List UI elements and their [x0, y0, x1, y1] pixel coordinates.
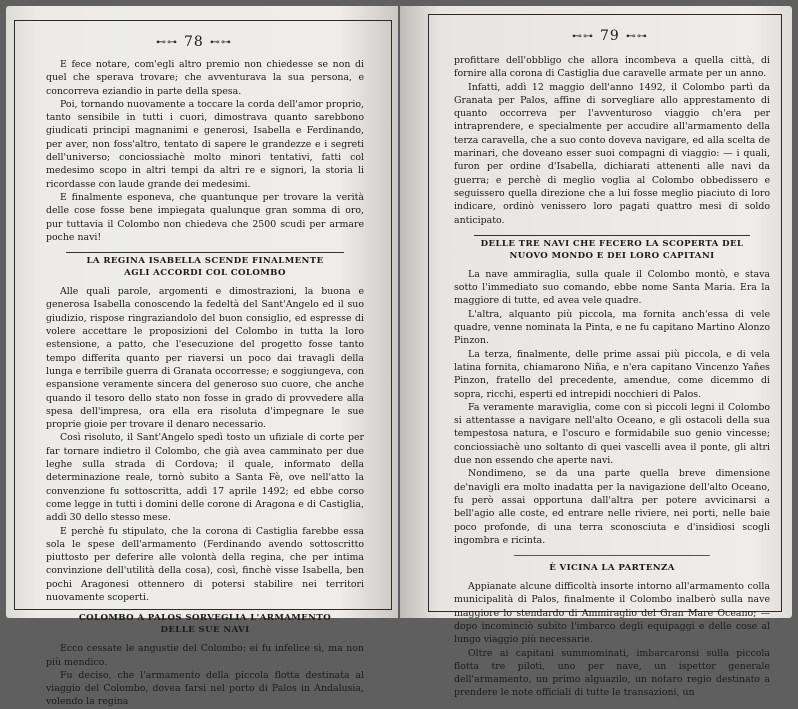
ornament-right: ⊷⊶ [625, 30, 648, 42]
paragraph: Così risoluto, il Sant'Angelo spedì tosto un ufiziale di corte per far tornare indietro il Colombo, che già avea camminato per due leghe sulla strada di Cordova; il quale, informato della determinazione reale, tornò subito a Santa Fè, ove nell'atto la convenzione fu sottoscritta, addì 17 aprile 1492; ed ebbe corso come legge in tutti i domini delle corone di Aragona e di Castiglia, addì 30 dello stesso mese. [46, 432, 364, 524]
paragraph: E fece notare, com'egli altro premio non chiedesse se non di quel che sperava trovare; che avventurava la sua persona, e concorreva eziandio in parte della spesa. [46, 59, 364, 97]
section-heading-line: COLOMBO A PALOS SORVEGLIA L'ARMAMENTO [78, 613, 332, 624]
paragraph: E perchè fu stipulato, che la corona di Castiglia farebbe essa sola le spese dell'armamento (Ferdinando avendo sottoscritto piuttosto per deferire alle volontà della regina, che per intima convinzione dell'utilità della cosa), così, finchè visse Isabella, ben pochi Aragonesi ottennero di potersi stabilire nei territori nuovamente scoperti. [46, 525, 364, 603]
paragraph: profittare dell'obbligo che allora incombeva a quella città, di fornire alla corona di Castiglia due caravelle armate per un anno. [454, 55, 770, 80]
section-heading-line: NUOVO MONDO E DEI LORO CAPITANI [509, 250, 715, 261]
right-page [400, 6, 792, 699]
paragraph: La nave ammiraglia, sulla quale il Colombo montò, e stava sotto l'immediato suo comando, ebbe nome Santa Maria. Era la maggiore di tutte, ed avea vele quadre. [454, 268, 770, 307]
ornament-right: ⊷⊶ [209, 36, 232, 48]
left-page [6, 6, 398, 708]
paragraph: Ecco cessate le angustie del Colombo: ei fu infelice sì, ma non più mendico. [46, 643, 364, 668]
page-number-header [156, 34, 232, 50]
paragraph: Infatti, addì 12 maggio dell'anno 1492, il Colombo partì da Granata per Palos, affine di sorvegliare allo apprestamento di quanto occorreva per l'avventuroso viaggio ch'era per intraprendere, e specialmente per accudire all'armamento della terza caravella, che a suo conto doveva navigare, ed alla scelta de marinari, che doveano esser suoi compagni di viaggio: — i quali, furon per ordine d'Isabella, dichiarati attenenti alle navi da guerra; e perchè di meglio voglia al Colombo obbedissero e seguissero quella direzione che a lui fosse meglio piaciuto di loro indicare, ordinò venissero loro pagati quattro mesi di soldo anticipato. [454, 81, 770, 226]
divider [514, 555, 710, 562]
page-body [454, 54, 770, 700]
paragraph: Fa veramente maraviglia, come con sì piccoli legni il Colombo si attentasse a navigare nell'alto Oceano, e gli ostacoli della sua tempestosa natura, e l'oscuro e formidabile suo genio vincesse; conciossiachè uno soltanto di quei vascelli avea il ponte, gli altri due non essendo che aperte navi. [454, 401, 770, 467]
section-heading: È VICINA LA PARTENZA [549, 563, 675, 574]
paragraph: Oltre ai capitani summominati, imbarcaronsi sulla piccola flotta tre piloti, uno per nave, un ispettor generale dell'armamento, un primo alguazilo, un notaro regio destinato a prendere le note officiali di tutte le transazioni, un [454, 647, 770, 699]
section-heading-line: LA REGINA ISABELLA SCENDE FINALMENTE [66, 252, 344, 267]
section-heading-line: DELLE TRE NAVI CHE FECERO LA SCOPERTA DEL [474, 235, 750, 250]
paragraph: Fu deciso, che l'armamento della piccola flotta destinata al viaggio del Colombo, dovea farsi nel porto di Palos in Andalusia, volendo la regina [46, 669, 364, 708]
page-number: 79 [600, 28, 620, 44]
paragraph: E finalmente esponeva, che quantunque per trovare la verità delle cose fosse bene impiegata qualunque gran somma di oro, pur tuttavia il Colombo non chiedeva che 2500 scudi per armare poche navi! [46, 191, 364, 243]
paragraph: Poi, tornando nuovamente a toccare la corda dell'amor proprio, tanto sensibile in tutti i cuori, dimostrava quanto sarebbono giudicati principi magnanimi e generosi, Isabella e Ferdinando, per aver, non foss'altro, tentato di sapere le grandezze e i segreti dell'universo; conciossiachè molto minori tentativi, fatti col medesimo scopo in altri tempi da altri re e signori, la storia li ricordasse con laude grande dei medesimi. [46, 98, 364, 190]
paragraph: Alle quali parole, argomenti e dimostrazioni, la buona e generosa Isabella conoscendo la fedeltà del Sant'Angelo ed il suo giudizio, rispose ringraziandolo del buon consiglio, ed espresse di volere accettare le proposizioni del Colombo in tutta la loro estensione, a patto, che l'esecuzione del progetto fosse tanto tempo differita quanto per riaversi un poco dai travagli della lunga e terribile guerra di Granata occorresse; e soggiungeva, con espansione veramente sincera del generoso suo cuore, che anche quando il tesoro dello stato non fosse in grado di provvedere alla spesa dell'impresa, ora ella era risoluta d'impegnare le sue proprie gioie per trovare il denaro necessario. [46, 286, 364, 431]
section-heading-line: AGLI ACCORDI COL COLOMBO [124, 268, 286, 279]
ornament-left: ⊷⊶ [572, 30, 594, 42]
page-number: 78 [184, 34, 204, 50]
paragraph: Appianate alcune difficoltà insorte intorno all'armamento colla municipalità di Palos, finalmente il Colombo inalberò sulla nave maggiore lo stendardo di Ammiraglio del Gran Mare Oceano; — dopo incominciò subito l'imbarco degli equipaggi e delle cose al lungo viaggio più necessarie. [454, 581, 770, 646]
page-body [46, 58, 364, 709]
ornament-left: ⊷⊶ [156, 36, 178, 48]
paragraph: Nondimeno, se da una parte quella breve dimensione de'navigli era molto inadatta per la navigazione dell'alto Oceano, fu però assai opportuna dall'altra per potere avvicinarsi a bell'agio alle coste, ed entrare nelle riviere, nei porti, nelle baie poco profonde, di una terra sconosciuta e d'insidiosi scogli ingombra e ricinta. [454, 468, 770, 546]
page-number-header [572, 28, 648, 44]
paragraph: La terza, finalmente, delle prime assai più piccola, e di vela latina fornita, chiamarono Niña, e n'era capitano Vincenzo Yañes Pinzon, fratello del precedente, amendue, come dicemmo di sopra, ricchi, esperti ed intrepidi nocchieri di Palos. [454, 348, 770, 400]
paragraph: L'altra, alquanto più piccola, ma fornita anch'essa di vele quadre, venne nominata la Pinta, e ne fu capitano Martino Alonzo Pinzon. [454, 308, 770, 347]
section-heading-line: DELLE SUE NAVI [160, 625, 250, 636]
